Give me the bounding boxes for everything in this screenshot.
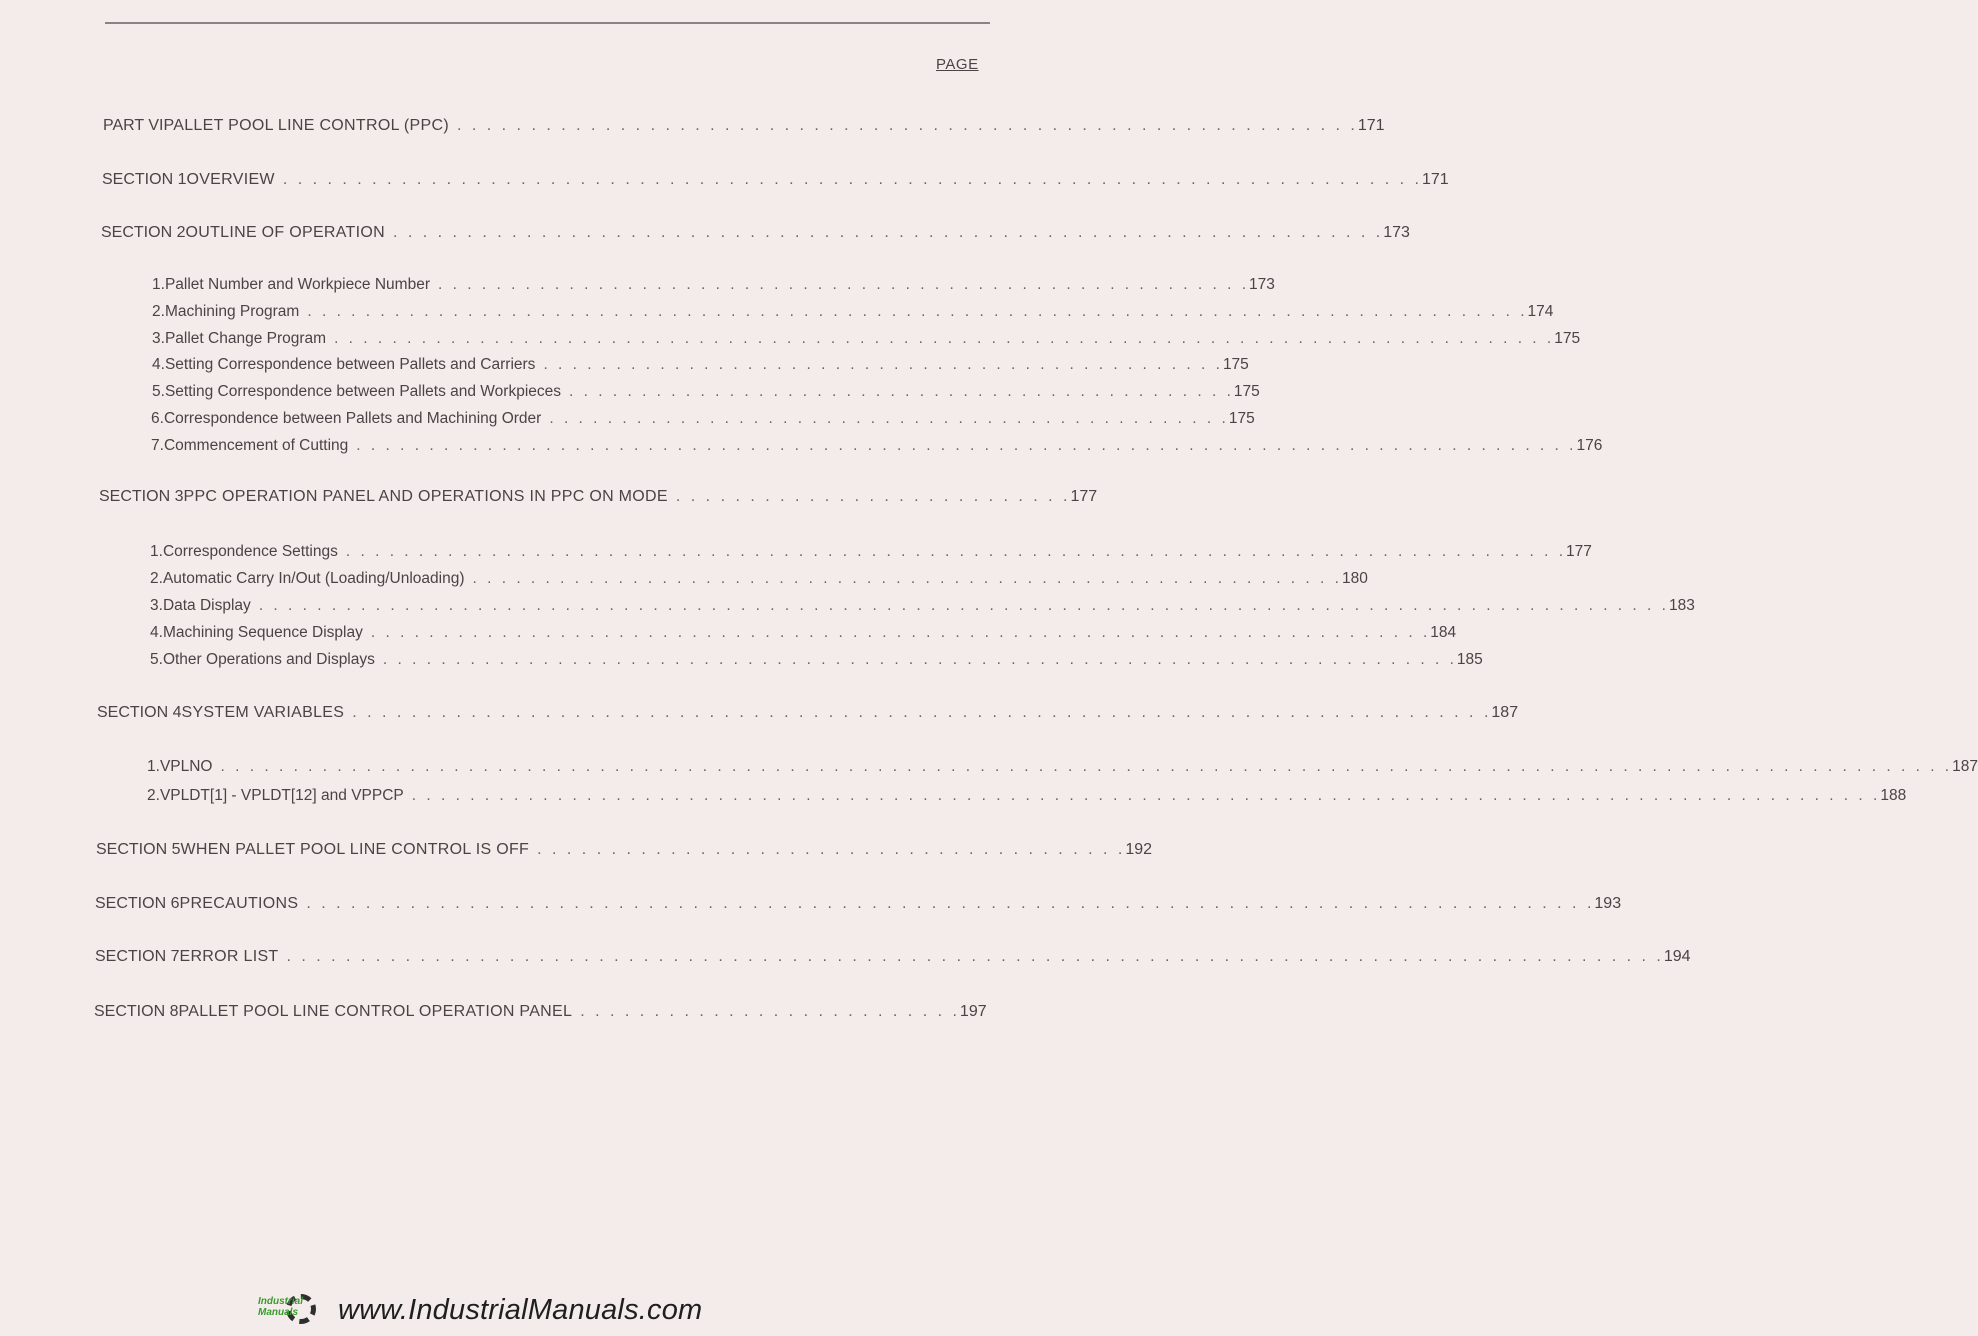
toc-subentry: 1. Pallet Number and Workpiece Number . . . . . . . . . . . . . . . . . . . . . . . . . . . . . . . . . . . . . . . . . . . . . . . . . . . . . . . . 173: [152, 276, 1275, 293]
toc-subentry: 3. Data Display . . . . . . . . . . . . . . . . . . . . . . . . . . . . . . . . . . . . . . . . . . . . . . . . . . . . . . . . . . . . . . . . . . . . . . . . . . . . . . . . . . . . . . . . . . . . . . . . . 183: [150, 597, 1695, 614]
toc-subentry: 4. Machining Sequence Display . . . . . . . . . . . . . . . . . . . . . . . . . . . . . . . . . . . . . . . . . . . . . . . . . . . . . . . . . . . . . . . . . . . . . . . . . 184: [150, 624, 1457, 641]
toc-label: SECTION 1: [102, 171, 187, 188]
toc-title: Machining Sequence Display: [162, 624, 363, 641]
toc-entry: SECTION 1 OVERVIEW . . . . . . . . . . . . . . . . . . . . . . . . . . . . . . . . . . . . . . . . . . . . . . . . . . . . . . . . . . . . . . . . . . . . . . . . . . . . . 171: [102, 171, 1449, 188]
toc-number: 1.: [150, 543, 163, 560]
toc-page: 176: [1576, 437, 1603, 454]
toc-page: 175: [1222, 356, 1249, 373]
toc-page: 175: [1554, 330, 1581, 347]
toc-number: 3.: [150, 597, 163, 614]
toc-page: 192: [1125, 841, 1153, 858]
toc-subentry: 2. Automatic Carry In/Out (Loading/Unloading) . . . . . . . . . . . . . . . . . . . . . . . . . . . . . . . . . . . . . . . . . . . . . . . . . . . . . . . . . . . . 180: [150, 570, 1368, 587]
toc-page: 188: [1880, 787, 1907, 804]
toc-title: OVERVIEW: [186, 171, 275, 188]
toc-subentry: 4. Setting Correspondence between Pallets and Carriers . . . . . . . . . . . . . . . . . . . . . . . . . . . . . . . . . . . . . . . . . . . . . . . 175: [152, 356, 1249, 373]
toc-title: Correspondence between Pallets and Machining Order: [163, 410, 542, 427]
toc-entry: SECTION 7 ERROR LIST . . . . . . . . . . . . . . . . . . . . . . . . . . . . . . . . . . . . . . . . . . . . . . . . . . . . . . . . . . . . . . . . . . . . . . . . . . . . . . . . . . . . . . . . . . . . . 194: [95, 948, 1691, 965]
toc-page: 175: [1228, 410, 1255, 427]
industrial-manuals-logo: Industrial Manuals: [258, 1292, 330, 1328]
toc-page: 174: [1527, 303, 1554, 320]
toc-label: SECTION 8: [94, 1003, 179, 1020]
toc-page: 171: [1357, 117, 1385, 134]
top-rule: [105, 22, 990, 24]
toc-entry: SECTION 4 SYSTEM VARIABLES . . . . . . . . . . . . . . . . . . . . . . . . . . . . . . . . . . . . . . . . . . . . . . . . . . . . . . . . . . . . . . . . . . . . . . . . . . . . . 187: [97, 704, 1519, 721]
toc-title: Pallet Number and Workpiece Number: [164, 276, 430, 293]
toc-label: SECTION 4: [97, 704, 182, 721]
toc-entry: PART VI PALLET POOL LINE CONTROL (PPC) . . . . . . . . . . . . . . . . . . . . . . . . . . . . . . . . . . . . . . . . . . . . . . . . . . . . . . . . . . . . . 171: [103, 117, 1385, 134]
toc-page: 194: [1663, 948, 1691, 965]
site-footer: [258, 1292, 702, 1328]
toc-title: PALLET POOL LINE CONTROL OPERATION PANEL: [178, 1003, 573, 1020]
toc-title: Other Operations and Displays: [162, 651, 375, 668]
toc-title: VPLDT[1] - VPLDT[12] and VPPCP: [159, 787, 404, 804]
toc-page: 184: [1430, 624, 1457, 641]
toc-title: WHEN PALLET POOL LINE CONTROL IS OFF: [180, 841, 530, 858]
toc-entry: SECTION 6 PRECAUTIONS . . . . . . . . . . . . . . . . . . . . . . . . . . . . . . . . . . . . . . . . . . . . . . . . . . . . . . . . . . . . . . . . . . . . . . . . . . . . . . . . . . . . . . . 193: [95, 895, 1622, 912]
toc-label: SECTION 5: [96, 841, 181, 858]
toc-number: 5.: [152, 383, 165, 400]
toc-number: 1.: [152, 276, 165, 293]
toc-page: 171: [1421, 171, 1449, 188]
toc-title: Automatic Carry In/Out (Loading/Unloading): [162, 570, 465, 587]
toc-title: SYSTEM VARIABLES: [181, 704, 345, 721]
toc-subentry: 1. Correspondence Settings . . . . . . . . . . . . . . . . . . . . . . . . . . . . . . . . . . . . . . . . . . . . . . . . . . . . . . . . . . . . . . . . . . . . . . . . . . . . . . . . . . . . 177: [150, 543, 1592, 560]
toc-title: Setting Correspondence between Pallets and Carriers: [164, 356, 536, 373]
page-column-heading: PAGE: [936, 56, 979, 73]
toc-label: SECTION 3: [99, 488, 184, 505]
toc-subentry: 2. VPLDT[1] - VPLDT[12] and VPPCP . . . . . . . . . . . . . . . . . . . . . . . . . . . . . . . . . . . . . . . . . . . . . . . . . . . . . . . . . . . . . . . . . . . . . . . . . . . . . . . . . . . . . . . . . . . . . . . . . . . . . 188: [147, 787, 1907, 804]
toc-entry: SECTION 5 WHEN PALLET POOL LINE CONTROL IS OFF . . . . . . . . . . . . . . . . . . . . . . . . . . . . . . . . . . . . . . . . 192: [96, 841, 1153, 858]
toc-number: 4.: [152, 356, 165, 373]
toc-number: 3.: [152, 330, 165, 347]
toc-page: 177: [1566, 543, 1592, 560]
toc-title: PPC OPERATION PANEL AND OPERATIONS IN PPC ON MODE: [183, 488, 668, 505]
toc-title: Data Display: [162, 597, 251, 614]
toc-subentry: 2. Machining Program . . . . . . . . . . . . . . . . . . . . . . . . . . . . . . . . . . . . . . . . . . . . . . . . . . . . . . . . . . . . . . . . . . . . . . . . . . . . . . . . . . . . 174: [152, 303, 1554, 320]
toc-page: 173: [1249, 276, 1275, 293]
toc-title: Commencement of Cutting: [163, 437, 349, 454]
toc-number: 1.: [147, 758, 160, 775]
toc-number: 6.: [151, 410, 164, 427]
toc-title: PALLET POOL LINE CONTROL (PPC): [163, 117, 449, 134]
toc-entry: SECTION 3 PPC OPERATION PANEL AND OPERATIONS IN PPC ON MODE . . . . . . . . . . . . . . . . . . . . . . . . . . . 177: [99, 488, 1098, 505]
toc-page: 197: [959, 1003, 987, 1020]
toc-label: SECTION 7: [95, 948, 180, 965]
toc-label: SECTION 2: [101, 224, 186, 241]
toc-number: 7.: [151, 437, 164, 454]
toc-title: Setting Correspondence between Pallets and Workpieces: [164, 383, 561, 400]
toc-page: 183: [1668, 597, 1695, 614]
toc-title: Pallet Change Program: [164, 330, 327, 347]
toc-title: PRECAUTIONS: [179, 895, 299, 912]
toc-number: 5.: [150, 651, 163, 668]
toc-page: 187: [1952, 758, 1978, 775]
toc-page: 185: [1456, 651, 1483, 668]
toc-page: 180: [1341, 570, 1368, 587]
toc-page: 193: [1594, 895, 1622, 912]
toc-subentry: 5. Other Operations and Displays . . . . . . . . . . . . . . . . . . . . . . . . . . . . . . . . . . . . . . . . . . . . . . . . . . . . . . . . . . . . . . . . . . . . . . . . . . 185: [150, 651, 1483, 668]
site-url[interactable]: www.IndustrialManuals.com: [338, 1293, 703, 1326]
toc-page: 187: [1491, 704, 1519, 721]
toc-number: 4.: [150, 624, 163, 641]
toc-page: 175: [1233, 383, 1260, 400]
toc-number: 2.: [150, 570, 163, 587]
toc-label: PART VI: [103, 117, 164, 134]
toc-title: Machining Program: [164, 303, 300, 320]
toc-page: 177: [1070, 488, 1098, 505]
toc-title: ERROR LIST: [179, 948, 279, 965]
toc-number: 2.: [152, 303, 165, 320]
toc-subentry: 7. Commencement of Cutting . . . . . . . . . . . . . . . . . . . . . . . . . . . . . . . . . . . . . . . . . . . . . . . . . . . . . . . . . . . . . . . . . . . . . . . . . . . . . . . . . . . . 176: [151, 437, 1603, 454]
toc-entry: SECTION 8 PALLET POOL LINE CONTROL OPERATION PANEL . . . . . . . . . . . . . . . . . . . . . . . . . . 197: [94, 1003, 987, 1020]
toc-subentry: 3. Pallet Change Program . . . . . . . . . . . . . . . . . . . . . . . . . . . . . . . . . . . . . . . . . . . . . . . . . . . . . . . . . . . . . . . . . . . . . . . . . . . . . . . . . . . . 175: [152, 330, 1581, 347]
toc-subentry: 5. Setting Correspondence between Pallets and Workpieces . . . . . . . . . . . . . . . . . . . . . . . . . . . . . . . . . . . . . . . . . . . . . . 175: [152, 383, 1260, 400]
toc-title: VPLNO: [159, 758, 213, 775]
toc-page: 173: [1383, 224, 1410, 241]
toc-title: Correspondence Settings: [162, 543, 338, 560]
toc-label: SECTION 6: [95, 895, 180, 912]
toc-subentry: 6. Correspondence between Pallets and Machining Order . . . . . . . . . . . . . . . . . . . . . . . . . . . . . . . . . . . . . . . . . . . . . . . 175: [151, 410, 1255, 427]
toc-title: OUTLINE OF OPERATION: [185, 224, 385, 241]
toc-number: 2.: [147, 787, 160, 804]
toc-subentry: 1. VPLNO . . . . . . . . . . . . . . . . . . . . . . . . . . . . . . . . . . . . . . . . . . . . . . . . . . . . . . . . . . . . . . . . . . . . . . . . . . . . . . . . . . . . . . . . . . . . . . . . . . . . . . . . . . . . . . . . . . . . . . . 187: [147, 758, 1978, 775]
toc-entry: SECTION 2 OUTLINE OF OPERATION . . . . . . . . . . . . . . . . . . . . . . . . . . . . . . . . . . . . . . . . . . . . . . . . . . . . . . . . . . . . . . . . . . . 173: [101, 224, 1410, 241]
